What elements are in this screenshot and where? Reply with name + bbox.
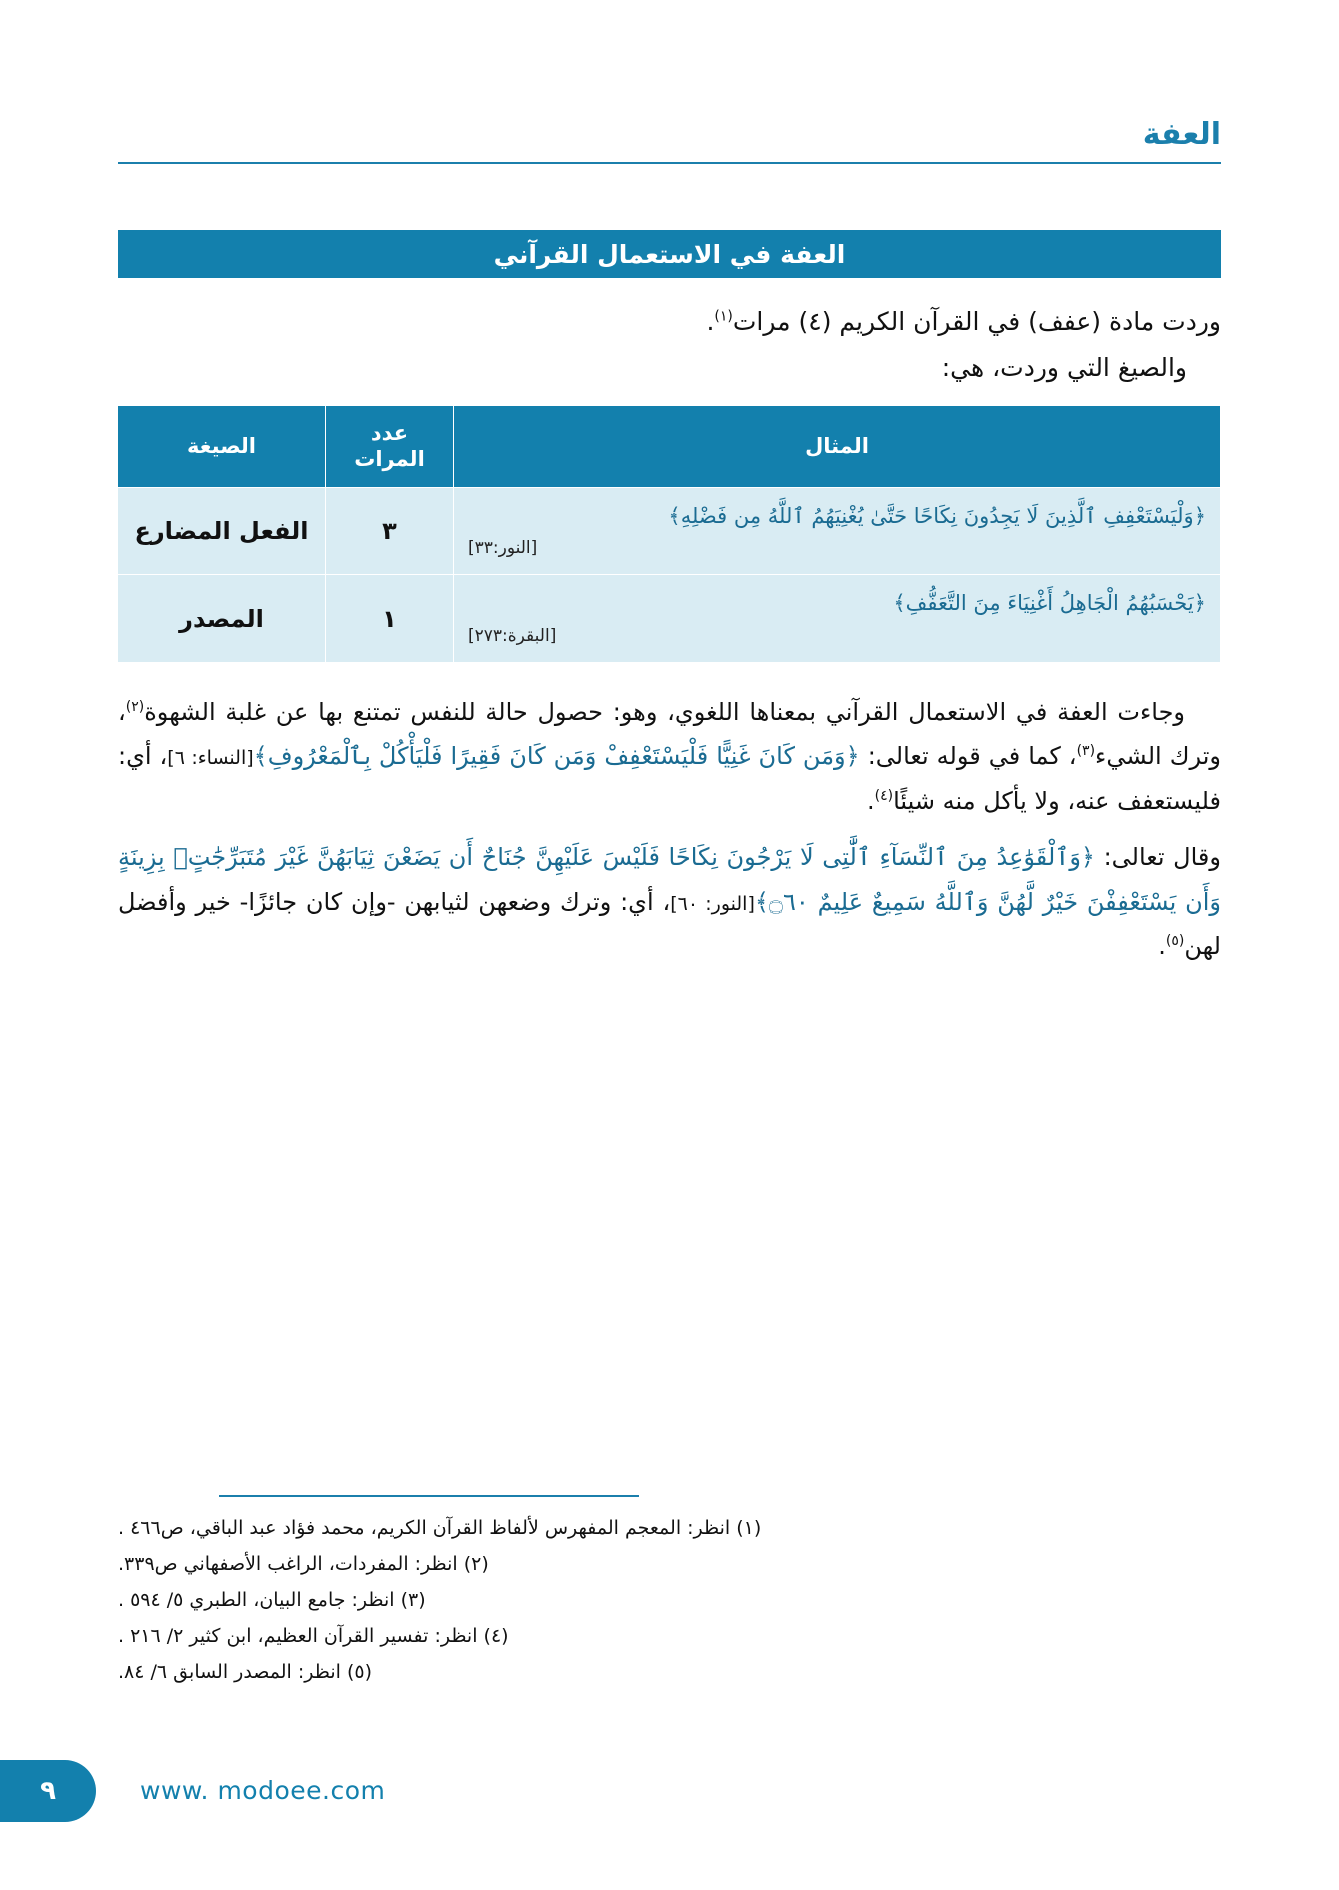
- table-header-count-line1: عدد: [370, 421, 409, 445]
- paragraph-1-part-b: ، وترك الشيء: [118, 698, 1222, 771]
- table-header-form: الصيغة: [118, 406, 326, 488]
- footnote-item: (٤) انظر: تفسير القرآن العظيم، ابن كثير ٢/ ٢١٦ .: [118, 1625, 509, 1648]
- table-header-example: المثال: [454, 406, 1221, 488]
- quran-reference: [النساء: ٦]: [167, 747, 254, 770]
- page-number-tab: [0, 1760, 96, 1822]
- page-number: ٩: [40, 1776, 56, 1806]
- paragraph-1-part-e: .: [866, 786, 875, 815]
- page-header: [118, 117, 1221, 166]
- forms-table: [117, 405, 1221, 663]
- footnotes-block: [118, 1510, 1221, 1690]
- section-banner: [118, 230, 1221, 278]
- footnote-item: (٢) انظر: المفردات، الراغب الأصفهاني ص٣٣٩.: [118, 1553, 489, 1576]
- table-row: [118, 487, 1221, 575]
- paragraph-2-part-c: .: [1158, 931, 1166, 960]
- quran-reference: [البقرة:٢٧٣]: [468, 625, 557, 646]
- footnote-marker-3: (٣): [1076, 743, 1096, 760]
- quran-quote: ﴿يَحْسَبُهُمُ الْجَاهِلُ أَغْنِيَاءَ مِنَ التَّعَفُّفِ﴾: [893, 591, 1206, 616]
- paragraph-1-part-d: ، أي: فليستعفف عنه، ولا يأكل منه شيئًا: [118, 742, 1221, 815]
- table-cell-example: [454, 487, 1221, 575]
- table-header-count-line2: المرات: [354, 447, 425, 472]
- header-title: العفة: [1142, 117, 1221, 152]
- paragraph-2-part-a: وقال تعالى:: [1094, 843, 1221, 872]
- table-cell-count: ١: [326, 575, 454, 663]
- section-banner-title: العفة في الاستعمال القرآني: [493, 239, 846, 269]
- paragraph-1-part-a: وجاءت العفة في الاستعمال القرآني بمعناها اللغوي، وهو: حصول حالة للنفس تمتنع بها عن غلبة الشهوة: [144, 698, 1185, 726]
- table-header-count: [326, 406, 454, 488]
- table-cell-form: الفعل المضارع: [118, 487, 326, 575]
- table-header-row: [118, 406, 1221, 488]
- footnote-item: (٣) انظر: جامع البيان، الطبري ٥/ ٥٩٤ .: [118, 1589, 426, 1612]
- quran-quote: ﴿وَٱلْقَوَٰعِدُ مِنَ ٱلنِّسَآءِ ٱلَّٰتِى لَا يَرْجُونَ نِكَاحًا فَلَيْسَ عَلَيْهِنَّ جُنَاحٌ أَن يَضَعْنَ ثِيَابَهُنَّ غَيْرَ مُتَبَرِّجَٰتٍۭ بِزِينَةٍ وَأَن يَسْتَعْفِفْنَ خَيْرٌ لَّهُنَّ وَٱللَّهُ سَمِيعٌ عَلِيمٌ ۝٦٠﴾: [118, 843, 1221, 916]
- table-row: [118, 575, 1221, 663]
- quran-reference: [النور:٣٣]: [468, 538, 538, 559]
- intro-line-1-text: وردت مادة (عفف) في القرآن الكريم (٤) مرات: [732, 307, 1221, 336]
- footnote-item: (٥) انظر: المصدر السابق ٦/ ٨٤.: [118, 1661, 373, 1684]
- header-divider: [118, 162, 1221, 164]
- footnote-item: (١) انظر: المعجم المفهرس لألفاظ القرآن الكريم، محمد فؤاد عبد الباقي، ص٤٦٦ .: [118, 1517, 762, 1539]
- paragraph-1-part-c: ، كما في قوله تعالى:: [859, 742, 1077, 771]
- footnote-divider: [219, 1495, 639, 1497]
- intro-line-1: [118, 300, 1221, 344]
- paragraph-1: [118, 690, 1221, 823]
- footnote-marker-5: (٥): [1165, 932, 1185, 949]
- table-cell-example: [454, 575, 1221, 663]
- footnote-marker-2: (٢): [125, 699, 145, 715]
- quran-quote: ﴿وَمَن كَانَ غَنِيًّا فَلْيَسْتَعْفِفْ وَمَن كَانَ فَقِيرًا فَلْيَأْكُلْ بِٱلْمَعْرُوفِ﴾: [253, 742, 860, 771]
- table-cell-form: المصدر: [118, 575, 326, 663]
- quran-reference: [النور: ٦٠]: [670, 892, 755, 915]
- table-cell-count: ٣: [326, 487, 454, 575]
- paragraph-2: [118, 835, 1221, 968]
- footnote-marker-1: (١): [714, 308, 733, 325]
- website-url[interactable]: www. modoee.com: [140, 1776, 386, 1805]
- intro-block: [118, 300, 1221, 392]
- intro-line-1-end: .: [706, 307, 715, 336]
- quran-quote: ﴿وَلْيَسْتَعْفِفِ ٱلَّذِينَ لَا يَجِدُونَ نِكَاحًا حَتَّىٰ يُغْنِيَهُمُ ٱللَّهُ مِن فَضْلِهِ﴾: [668, 503, 1206, 528]
- footnote-marker-4: (٤): [874, 787, 894, 804]
- body-text-block: [118, 690, 1221, 980]
- paragraph-2-part-b: ، أي: وترك وضعهن لثيابهن -وإن كان جائزًا- خير وأفضل لهن: [118, 887, 1221, 960]
- intro-line-2: والصيغ التي وردت، هي:: [941, 352, 1187, 382]
